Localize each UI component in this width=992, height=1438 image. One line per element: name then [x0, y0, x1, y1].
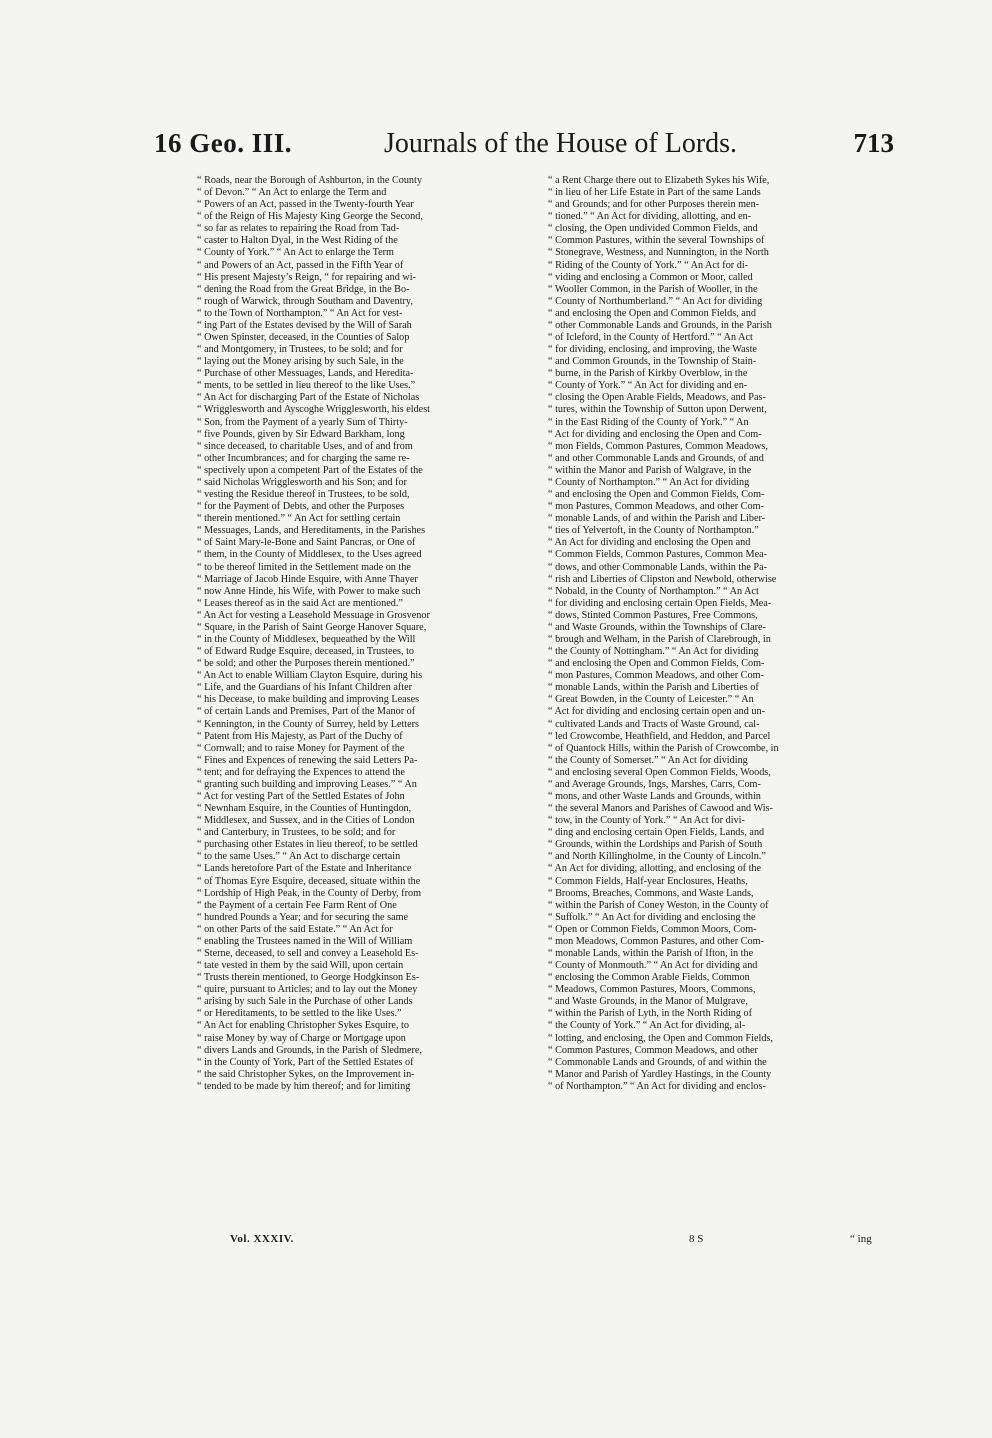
text-line: “ His present Majesty’s Reign, “ for repairing and wi- [197, 271, 416, 283]
running-header [154, 128, 894, 172]
text-line: “ of Northampton.” “ An Act for dividing and enclos- [548, 1080, 766, 1092]
text-line: “ Common Pastures, within the several Townships of [548, 235, 765, 247]
text-line: “ County of Northampton.” “ An Act for dividing [548, 476, 750, 488]
text-line: “ viding and enclosing a Common or Moor, called [548, 271, 753, 283]
text-line: “ ments, to be settled in lieu thereof to the like Uses.” [197, 380, 416, 392]
text-line: “ Roads, near the Borough of Ashburton, in the County [197, 175, 422, 186]
text-line: “ the Payment of a certain Fee Farm Rent of One [197, 899, 397, 911]
text-line: “ the County of Somerset.” “ An Act for dividing [548, 754, 748, 766]
text-line: “ dows, Stinted Common Pastures, Free Commons, [548, 609, 758, 621]
text-line: “ Common Fields, Half-year Enclosures, Heaths, [548, 875, 748, 887]
text-line: “ quire, pursuant to Articles; and to lay out the Money [197, 984, 418, 996]
left-text-column [197, 175, 542, 1093]
text-line: “ granting such building and improving Leases.” “ An [197, 778, 417, 790]
text-line: “ mon Meadows, Common Pastures, and other Com- [548, 935, 764, 947]
text-line: “ and enclosing the Open and Common Fields, Com- [548, 658, 765, 670]
text-line: “ to the same Uses.” “ An Act to discharge certain [197, 851, 401, 863]
text-line: “ Lands heretofore Part of the Estate and Inheritance [197, 863, 412, 875]
text-line: “ Common Pastures, Common Meadows, and other [548, 1044, 758, 1056]
right-text-column [548, 175, 893, 1093]
text-line: “ a Rent Charge there out to Elizabeth Sykes his Wife, [548, 175, 770, 186]
text-line: “ and Average Grounds, Ings, Marshes, Carrs, Com- [548, 778, 761, 790]
text-line: “ the several Manors and Parishes of Cawood and Wis- [548, 803, 773, 815]
text-line: “ and Canterbury, in Trustees, to be sold; and for [197, 827, 396, 839]
text-line: “ lotting, and enclosing, the Open and Common Fields, [548, 1032, 773, 1044]
text-line: “ the said Christopher Sykes, on the Improvement in- [197, 1068, 415, 1080]
text-line: “ the County of Nottingham.” “ An Act for dividing [548, 646, 759, 658]
text-line: “ vesting the Residue thereof in Trustees, to be sold, [197, 489, 410, 501]
text-line: “ therein mentioned.” “ An Act for settling certain [197, 513, 401, 525]
text-line: “ Fines and Expences of renewing the said Letters Pa- [197, 754, 418, 766]
text-line: “ Square, in the Parish of Saint George Hanover Square, [197, 621, 427, 633]
text-line: “ closing, the Open undivided Common Fields, and [548, 223, 758, 235]
text-line: “ led Crowcombe, Heathfield, and Heddon, and Parcel [548, 730, 771, 742]
text-line: “ of Quantock Hills, within the Parish of Crowcombe, in [548, 742, 779, 754]
text-line: “ cultivated Lands and Tracts of Waste Ground, cal- [548, 718, 760, 730]
text-line: “ be sold; and other the Purposes therein mentioned.” [197, 658, 415, 670]
text-line: “ Act for dividing and enclosing the Open and Com- [548, 428, 762, 440]
text-line: “ An Act for dividing and enclosing the Open and [548, 537, 751, 549]
text-line: “ An Act for enabling Christopher Sykes Esquire, to [197, 1020, 409, 1032]
text-line: “ tures, within the Township of Sutton upon Derwent, [548, 404, 767, 416]
text-line: “ enabling the Trustees named in the Will of William [197, 935, 413, 947]
text-line: “ or Hereditaments, to be settled to the like Uses.” [197, 1008, 402, 1020]
text-line: “ five Pounds, given by Sir Edward Barkham, long [197, 428, 405, 440]
text-line: “ other Commonable Lands and Grounds, in the Parish [548, 319, 772, 331]
text-line: “ tow, in the County of York.” “ An Act for divi- [548, 815, 745, 827]
text-line: “ in the County of Middlesex, bequeathed by the Will [197, 633, 416, 645]
text-line: “ Cornwall; and to raise Money for Payment of the [197, 742, 405, 754]
text-line: “ An Act to enable William Clayton Esquire, during his [197, 670, 423, 682]
text-line: “ Riding of the County of York.” “ An Act for di- [548, 259, 749, 271]
text-line: “ Great Bowden, in the County of Leicester.” “ An [548, 694, 754, 706]
text-line: “ Act for dividing and enclosing certain open and un- [548, 706, 765, 718]
text-line: “ raise Money by way of Charge or Mortgage upon [197, 1032, 406, 1044]
catchword: “ ing [850, 1233, 872, 1245]
text-line: “ of the Reign of His Majesty King George the Second, [197, 211, 423, 223]
text-line: “ and Waste Grounds, in the Manor of Mulgrave, [548, 996, 748, 1008]
text-line: “ and enclosing the Open and Common Fields, and [548, 307, 756, 319]
text-line: “ County of York.” “ An Act for dividing and en- [548, 380, 748, 392]
text-line: “ of certain Lands and Premises, Part of the Manor of [197, 706, 416, 718]
text-line: “ and North Killingholme, in the County of Lincoln.” [548, 851, 766, 863]
journal-title: Journals of the House of Lords. [384, 128, 738, 159]
text-line: “ Nobald, in the County of Northampton.” “ An Act [548, 585, 759, 597]
text-line: “ ing Part of the Estates devised by the Will of Sarah [197, 319, 412, 331]
text-line: “ Wooller Common, in the Parish of Wooller, in the [548, 283, 758, 295]
text-line: “ Middlesex, and Sussex, and in the Cities of London [197, 815, 415, 827]
text-line: “ them, in the County of Middlesex, to the Uses agreed [197, 549, 422, 561]
text-line: “ in the East Riding of the County of York.” “ An [548, 416, 749, 428]
text-line: “ on other Parts of the said Estate.” “ An Act for [197, 923, 393, 935]
text-line: “ and enclosing the Open and Common Fields, Com- [548, 489, 765, 501]
text-line: “ mon Fields, Common Pastures, Common Meadows, [548, 440, 768, 452]
text-line: “ mon Pastures, Common Meadows, and other Com- [548, 670, 764, 682]
text-line: “ Commonable Lands and Grounds, of and within the [548, 1056, 767, 1068]
text-line: “ tioned.” “ An Act for dividing, allotting, and en- [548, 211, 752, 223]
text-line: “ ties of Yelvertoft, in the County of Northampton.” [548, 525, 759, 537]
text-line: “ Son, from the Payment of a yearly Sum of Thirty- [197, 416, 408, 428]
text-line: “ rough of Warwick, through Southam and Daventry, [197, 295, 413, 307]
text-line: “ and Common Grounds, in the Township of Stain- [548, 356, 757, 368]
text-line: “ now Anne Hinde, his Wife, with Power to make such [197, 585, 421, 597]
text-line: “ tate vested in them by the said Will, upon certain [197, 960, 404, 972]
text-line: “ the County of York.” “ An Act for dividing, al- [548, 1020, 746, 1032]
page-number: 713 [853, 128, 894, 158]
text-line: “ in the County of York, Part of the Settled Estates of [197, 1056, 414, 1068]
text-line: “ Messuages, Lands, and Hereditaments, in the Parishes [197, 525, 426, 537]
text-line: “ Grounds, within the Lordships and Parish of South [548, 839, 763, 851]
text-line: “ Purchase of other Messuages, Lands, and Heredita- [197, 368, 414, 380]
text-line: “ dows, and other Commonable Lands, within the Pa- [548, 561, 767, 573]
text-line: “ Act for vesting Part of the Settled Estates of John [197, 790, 405, 802]
text-line: “ for the Payment of Debts, and other the Purposes [197, 501, 405, 513]
text-line: “ caster to Halton Dyal, in the West Riding of the [197, 235, 398, 247]
text-line: “ Kennington, in the County of Surrey, held by Letters [197, 718, 420, 730]
text-line: “ and Powers of an Act, passed in the Fifth Year of [197, 259, 404, 271]
text-line: “ Lordship of High Peak, in the County of Derby, from [197, 887, 421, 899]
text-line: “ An Act for discharging Part of the Estate of Nicholas [197, 392, 420, 404]
text-line: “ An Act for dividing, allotting, and enclosing of the [548, 863, 762, 875]
text-line: “ so far as relates to repairing the Road from Tad- [197, 223, 400, 235]
text-line: “ of Icleford, in the County of Hertford.” “ An Act [548, 332, 753, 344]
text-line: “ laying out the Money arising by such Sale, in the [197, 356, 404, 368]
text-line: “ mon Pastures, Common Meadows, and other Com- [548, 501, 764, 513]
text-line: “ Trusts therein mentioned, to George Hodgkinson Es- [197, 972, 420, 984]
text-line: “ and Grounds; and for other Purposes therein men- [548, 199, 760, 211]
text-line: “ purchasing other Estates in lieu thereof, to be settled [197, 839, 418, 851]
text-line: “ to the Town of Northampton.” “ An Act for vest- [197, 307, 403, 319]
text-line: “ said Nicholas Wrigglesworth and his Son; and for [197, 476, 407, 488]
text-line: “ of Thomas Eyre Esquire, deceased, situate within the [197, 875, 421, 887]
text-line: “ within the Manor and Parish of Walgrave, in the [548, 464, 752, 476]
text-line: “ Marriage of Jacob Hinde Esquire, with Anne Thayer [197, 573, 418, 585]
printer-signature: 8 S [689, 1233, 704, 1245]
text-line: “ An Act for vesting a Leasehold Messuage in Grosvenor [197, 609, 430, 621]
text-line: “ within the Parish of Lyth, in the North Riding of [548, 1008, 753, 1020]
regnal-year: 16 Geo. III. [154, 128, 293, 158]
text-line: “ Wrigglesworth and Ayscoghe Wrigglesworth, his eldest [197, 404, 430, 416]
text-line: “ County of York.” “ An Act to enlarge the Term [197, 247, 394, 259]
volume-label: Vol. XXXIV. [230, 1233, 294, 1245]
text-line: “ since deceased, to charitable Uses, and of and from [197, 440, 413, 452]
text-line: “ of Devon.” “ An Act to enlarge the Term and [197, 187, 387, 199]
text-line: “ and Montgomery, in Trustees, to be sold; and for [197, 344, 403, 356]
text-line: “ Powers of an Act, passed in the Twenty-fourth Year [197, 199, 414, 211]
text-line: “ monable Lands, of and within the Parish and Liber- [548, 513, 766, 525]
text-line: “ in lieu of her Life Estate in Part of the same Lands [548, 187, 761, 199]
text-line: “ within the Parish of Coney Weston, in the County of [548, 899, 769, 911]
text-line: “ and other Commonable Lands and Grounds, of and [548, 452, 764, 464]
text-line: “ brough and Welham, in the Parish of Clarebrough, in [548, 633, 771, 645]
text-line: “ to be thereof limited in the Settlement made on the [197, 561, 411, 573]
text-line: “ County of Northumberland.” “ An Act for dividing [548, 295, 763, 307]
text-line: “ Newnham Esquire, in the Counties of Huntingdon, [197, 803, 412, 815]
text-line: “ monable Lands, within the Parish and Liberties of [548, 682, 759, 694]
text-line: “ and Waste Grounds, within the Townships of Clare- [548, 621, 766, 633]
text-line: “ for dividing, enclosing, and improving, the Waste [548, 344, 757, 356]
text-line: “ Sterne, deceased, to sell and convey a Leasehold Es- [197, 948, 419, 959]
text-line: “ and enclosing several Open Common Fields, Woods, [548, 766, 771, 778]
text-line: “ of Saint Mary-le-Bone and Saint Pancras, or One of [197, 537, 416, 549]
text-line: “ Leases thereof as in the said Act are mentioned.” [197, 597, 403, 609]
text-line: “ Patent from His Majesty, as Part of the Duchy of [197, 730, 403, 742]
text-line: “ monable Lands, within the Parish of Ifton, in the [548, 948, 754, 959]
text-line: “ for dividing and enclosing certain Open Fields, Mea- [548, 597, 772, 609]
text-line: “ other Incumbrances; and for charging the same re- [197, 452, 410, 464]
text-line: “ dening the Road from the Great Bridge, in the Bo- [197, 283, 410, 295]
text-line: “ of Edward Rudge Esquire, deceased, in Trustees, to [197, 646, 415, 658]
text-line: “ hundred Pounds a Year; and for securing the same [197, 911, 409, 923]
text-line: “ Owen Spinster, deceased, in the Counties of Salop [197, 332, 410, 344]
text-line: “ Suffolk.” “ An Act for dividing and enclosing the [548, 911, 756, 923]
text-line: “ Common Fields, Common Pastures, Common Mea- [548, 549, 768, 561]
text-line: “ closing the Open Arable Fields, Meadows, and Pas- [548, 392, 766, 404]
text-line: “ spectively upon a competent Part of the Estates of the [197, 464, 423, 476]
text-line: “ Meadows, Common Pastures, Moors, Commons, [548, 984, 756, 996]
text-line: “ Stonegrave, Westness, and Nunnington, in the North [548, 247, 769, 259]
text-line: “ Life, and the Guardians of his Infant Children after [197, 682, 412, 694]
text-line: “ enclosing the Common Arable Fields, Common [548, 972, 750, 984]
text-line: “ mons, and other Waste Lands and Grounds, within [548, 790, 761, 802]
text-line: “ tent; and for defraying the Expences to attend the [197, 766, 405, 778]
text-line: “ divers Lands and Grounds, in the Parish of Sledmere, [197, 1044, 422, 1056]
text-line: “ tended to be made by him thereof; and for limiting [197, 1080, 411, 1092]
text-line: “ burne, in the Parish of Kirkby Overblow, in the [548, 368, 748, 380]
text-line: “ his Decease, to make building and improving Leases [197, 694, 420, 706]
text-line: “ Manor and Parish of Yardley Hastings, in the County [548, 1068, 772, 1080]
text-line: “ Brooms, Breaches, Commons, and Waste Lands, [548, 887, 754, 899]
text-line: “ rish and Liberties of Clipston and Newbold, otherwise [548, 573, 777, 585]
text-line: “ Open or Common Fields, Common Moors, Com- [548, 923, 757, 935]
text-line: “ ding and enclosing certain Open Fields, Lands, and [548, 827, 765, 839]
text-line: “ County of Monmouth.” “ An Act for dividing and [548, 960, 758, 972]
text-line: “ arising by such Sale in the Purchase of other Lands [197, 996, 413, 1008]
